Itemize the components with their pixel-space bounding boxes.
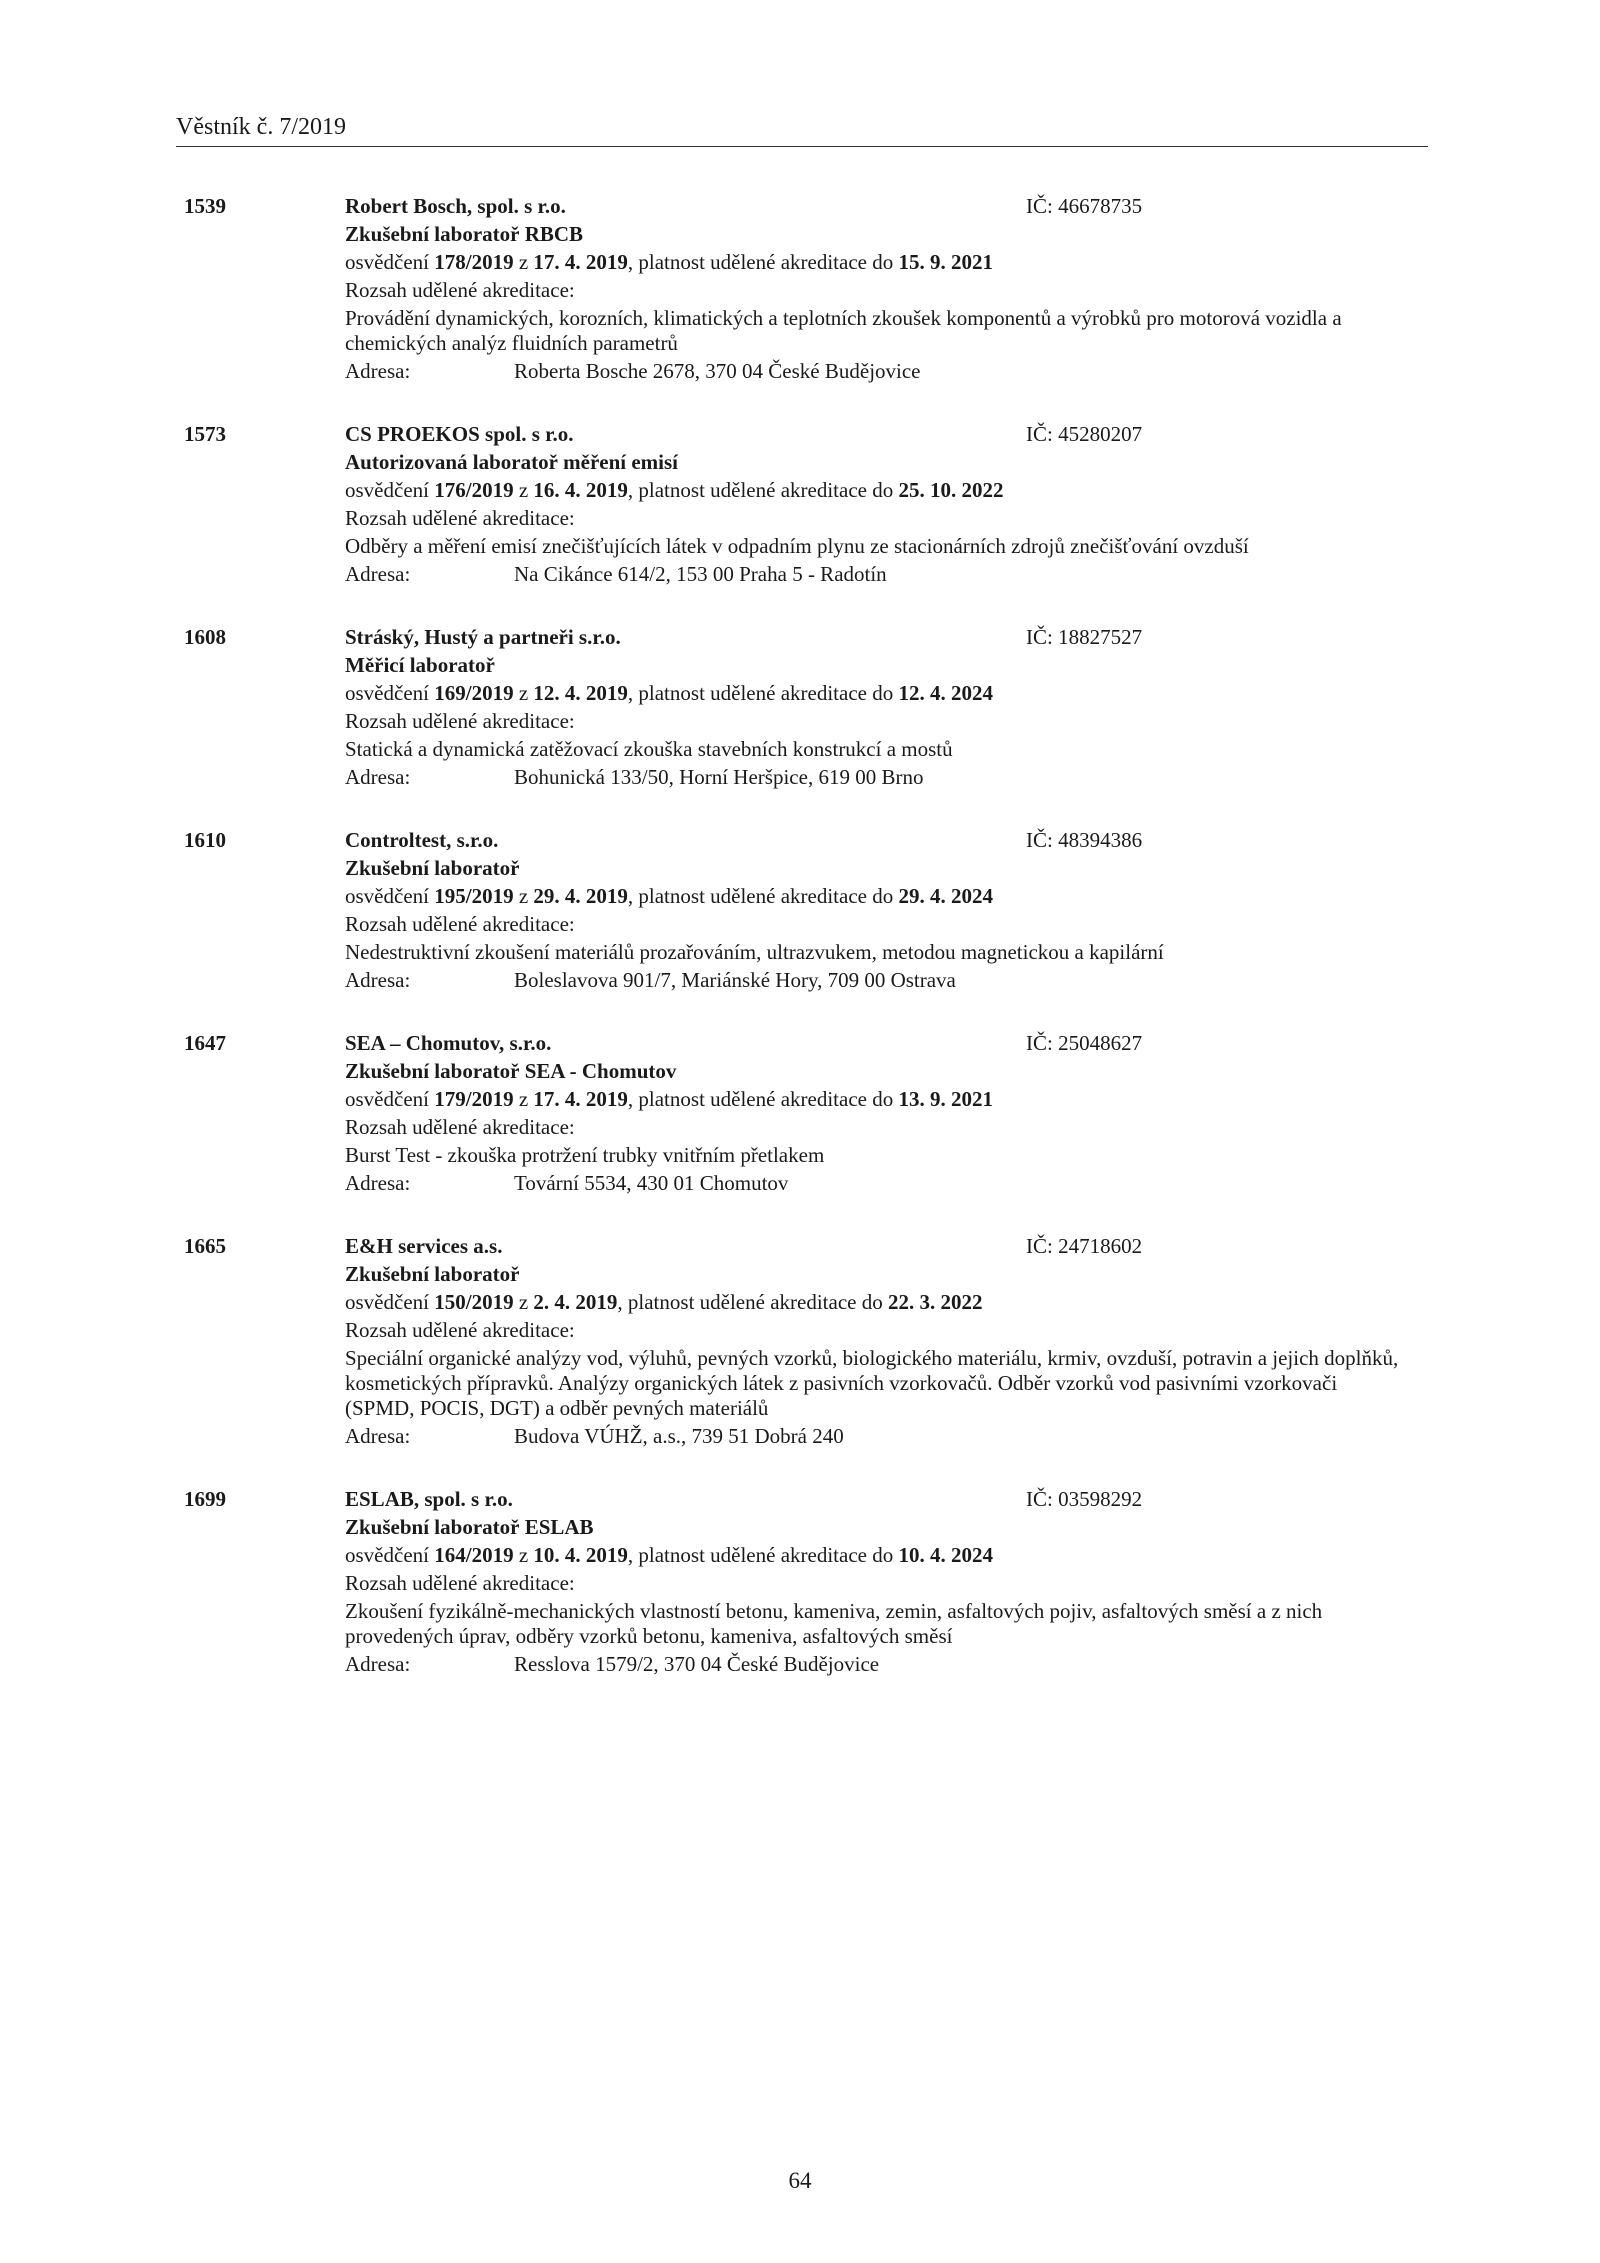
- scope-text: Odběry a měření emisí znečišťujících látek v odpadním plynu ze stacionárních zdrojů znečišťování ovzduší: [345, 534, 1249, 558]
- accreditation-entry: [184, 623, 1428, 791]
- scope-label: Rozsah udělené akreditace:: [345, 1318, 575, 1342]
- address-label: Adresa:: [345, 1424, 411, 1448]
- certificate-validity-text: , platnost udělené akreditace do: [627, 1543, 899, 1567]
- scope-text: Speciální organické analýzy vod, výluhů, pevných vzorků, biologického materiálu, krmiv, ovzduší, potravin a jejich doplňků, kosmetických přípravků. Analýzy organických látek z pasivních vzorkovačů. Odběr vzorků vod pasivními vzorkovači (SPMD, POCIS, DGT) a odběr pevných materiálů: [345, 1346, 1399, 1420]
- company-id: IČ: 18827527: [1026, 625, 1143, 649]
- scope-text: Nedestruktivní zkoušení materiálů prozařováním, ultrazvukem, metodou magnetickou a kapilární: [345, 940, 1164, 964]
- address-value: Resslova 1579/2, 370 04 České Budějovice: [514, 1652, 880, 1676]
- certificate-validity-text: , platnost udělené akreditace do: [627, 1087, 899, 1111]
- scope-text: Statická a dynamická zatěžovací zkouška stavebních konstrukcí a mostů: [345, 737, 953, 761]
- entry-number: 1608: [184, 625, 226, 649]
- laboratory-name: Zkušební laboratoř ESLAB: [345, 1515, 594, 1539]
- certificate-date: 17. 4. 2019: [533, 1087, 628, 1111]
- scope-label: Rozsah udělené akreditace:: [345, 1571, 575, 1595]
- company-id: IČ: 03598292: [1026, 1487, 1143, 1511]
- company-id: IČ: 24718602: [1026, 1234, 1143, 1258]
- certificate-validity-text: , platnost udělené akreditace do: [627, 681, 899, 705]
- company-name: Robert Bosch, spol. s r.o.: [345, 194, 566, 218]
- entry-number: 1699: [184, 1487, 226, 1511]
- certificate-number: 176/2019: [434, 478, 514, 502]
- company-name: ESLAB, spol. s r.o.: [345, 1487, 513, 1511]
- company-id: IČ: 25048627: [1026, 1031, 1143, 1055]
- certificate-date: 17. 4. 2019: [533, 250, 628, 274]
- address-line: [345, 763, 1405, 791]
- address-value: Bohunická 133/50, Horní Heršpice, 619 00 Brno: [514, 765, 924, 789]
- accreditation-entry: [184, 1232, 1428, 1450]
- certificate-prefix: osvědčení: [345, 478, 435, 502]
- laboratory-name: Zkušební laboratoř RBCB: [345, 222, 584, 246]
- certificate-z: z: [513, 884, 534, 908]
- laboratory-name: Zkušební laboratoř: [345, 1262, 520, 1286]
- scope-label: Rozsah udělené akreditace:: [345, 912, 575, 936]
- address-label: Adresa:: [345, 765, 411, 789]
- laboratory-name: Měřicí laboratoř: [345, 653, 495, 677]
- certificate-line: [345, 679, 1405, 707]
- certificate-prefix: osvědčení: [345, 250, 435, 274]
- address-label: Adresa:: [345, 359, 411, 383]
- certificate-number: 178/2019: [434, 250, 514, 274]
- company-name: E&H services a.s.: [345, 1234, 503, 1258]
- scope-label: Rozsah udělené akreditace:: [345, 506, 575, 530]
- company-id: IČ: 45280207: [1026, 422, 1143, 446]
- certificate-z: z: [513, 250, 534, 274]
- scope-label: Rozsah udělené akreditace:: [345, 278, 575, 302]
- certificate-valid-until: 10. 4. 2024: [898, 1543, 993, 1567]
- certificate-line: [345, 476, 1405, 504]
- certificate-number: 179/2019: [434, 1087, 514, 1111]
- certificate-date: 12. 4. 2019: [533, 681, 628, 705]
- company-name: Stráský, Hustý a partneři s.r.o.: [345, 625, 621, 649]
- certificate-z: z: [513, 1087, 534, 1111]
- certificate-prefix: osvědčení: [345, 1087, 435, 1111]
- address-line: [345, 966, 1405, 994]
- scope-label: Rozsah udělené akreditace:: [345, 709, 575, 733]
- certificate-number: 195/2019: [434, 884, 514, 908]
- address-value: Boleslavova 901/7, Mariánské Hory, 709 00 Ostrava: [514, 968, 956, 992]
- page-number: 64: [788, 2168, 812, 2193]
- certificate-prefix: osvědčení: [345, 681, 435, 705]
- certificate-validity-text: , platnost udělené akreditace do: [627, 478, 899, 502]
- certificate-line: [345, 1085, 1405, 1113]
- address-line: [345, 560, 1405, 588]
- certificate-z: z: [513, 1290, 534, 1314]
- laboratory-name: Zkušební laboratoř SEA - Chomutov: [345, 1059, 677, 1083]
- entry-number: 1610: [184, 828, 226, 852]
- scope-label: Rozsah udělené akreditace:: [345, 1115, 575, 1139]
- certificate-valid-until: 25. 10. 2022: [898, 478, 1004, 502]
- address-label: Adresa:: [345, 1171, 411, 1195]
- accreditation-entry: [184, 192, 1428, 385]
- entry-number: 1539: [184, 194, 226, 218]
- scope-text: Zkoušení fyzikálně-mechanických vlastností betonu, kameniva, zemin, asfaltových pojiv, asfaltových směsí a z nich provedených úprav, odběry vzorků betonu, kameniva, asfaltových směsí: [345, 1599, 1323, 1648]
- company-name: SEA – Chomutov, s.r.o.: [345, 1031, 552, 1055]
- certificate-prefix: osvědčení: [345, 1543, 435, 1567]
- laboratory-name: Autorizovaná laboratoř měření emisí: [345, 450, 679, 474]
- address-label: Adresa:: [345, 968, 411, 992]
- address-line: [345, 357, 1405, 385]
- entry-number: 1573: [184, 422, 226, 446]
- certificate-date: 29. 4. 2019: [533, 884, 628, 908]
- certificate-line: [345, 248, 1405, 276]
- certificate-prefix: osvědčení: [345, 1290, 435, 1314]
- certificate-number: 164/2019: [434, 1543, 514, 1567]
- certificate-valid-until: 29. 4. 2024: [898, 884, 993, 908]
- journal-title: Věstník č. 7/2019: [176, 114, 346, 140]
- certificate-valid-until: 15. 9. 2021: [898, 250, 993, 274]
- certificate-line: [345, 882, 1405, 910]
- certificate-number: 150/2019: [434, 1290, 514, 1314]
- certificate-valid-until: 13. 9. 2021: [898, 1087, 993, 1111]
- accreditation-entry: [184, 1485, 1428, 1678]
- accreditation-entry: [184, 1029, 1428, 1197]
- address-line: [345, 1169, 1405, 1197]
- address-value: Na Cikánce 614/2, 153 00 Praha 5 - Radotín: [514, 562, 887, 586]
- scope-text: Burst Test - zkouška protržení trubky vnitřním přetlakem: [345, 1143, 825, 1167]
- certificate-z: z: [513, 478, 534, 502]
- company-name: CS PROEKOS spol. s r.o.: [345, 422, 574, 446]
- certificate-date: 10. 4. 2019: [533, 1543, 628, 1567]
- entry-number: 1647: [184, 1031, 226, 1055]
- accreditation-list: [184, 192, 1428, 1713]
- certificate-line: [345, 1541, 1405, 1569]
- certificate-date: 2. 4. 2019: [533, 1290, 618, 1314]
- certificate-valid-until: 12. 4. 2024: [898, 681, 993, 705]
- company-name: Controltest, s.r.o.: [345, 828, 499, 852]
- address-value: Roberta Bosche 2678, 370 04 České Budějovice: [514, 359, 921, 383]
- company-id: IČ: 48394386: [1026, 828, 1143, 852]
- certificate-valid-until: 22. 3. 2022: [887, 1290, 983, 1314]
- certificate-validity-text: , platnost udělené akreditace do: [617, 1290, 888, 1314]
- address-label: Adresa:: [345, 562, 411, 586]
- page-header: [176, 112, 1428, 147]
- certificate-z: z: [513, 681, 534, 705]
- certificate-date: 16. 4. 2019: [533, 478, 628, 502]
- accreditation-entry: [184, 420, 1428, 588]
- address-line: [345, 1422, 1405, 1450]
- certificate-validity-text: , platnost udělené akreditace do: [627, 250, 899, 274]
- address-value: Budova VÚHŽ, a.s., 739 51 Dobrá 240: [514, 1424, 844, 1448]
- certificate-number: 169/2019: [434, 681, 514, 705]
- certificate-prefix: osvědčení: [345, 884, 435, 908]
- address-line: [345, 1650, 1405, 1678]
- scope-text: Provádění dynamických, korozních, klimatických a teplotních zkoušek komponentů a výrobků pro motorová vozidla a chemických analýz fluidních parametrů: [345, 306, 1342, 355]
- certificate-z: z: [513, 1543, 534, 1567]
- company-id: IČ: 46678735: [1026, 194, 1143, 218]
- address-value: Tovární 5534, 430 01 Chomutov: [514, 1171, 789, 1195]
- entry-number: 1665: [184, 1234, 226, 1258]
- certificate-validity-text: , platnost udělené akreditace do: [627, 884, 899, 908]
- certificate-line: [345, 1288, 1405, 1316]
- laboratory-name: Zkušební laboratoř: [345, 856, 520, 880]
- address-label: Adresa:: [345, 1652, 411, 1676]
- accreditation-entry: [184, 826, 1428, 994]
